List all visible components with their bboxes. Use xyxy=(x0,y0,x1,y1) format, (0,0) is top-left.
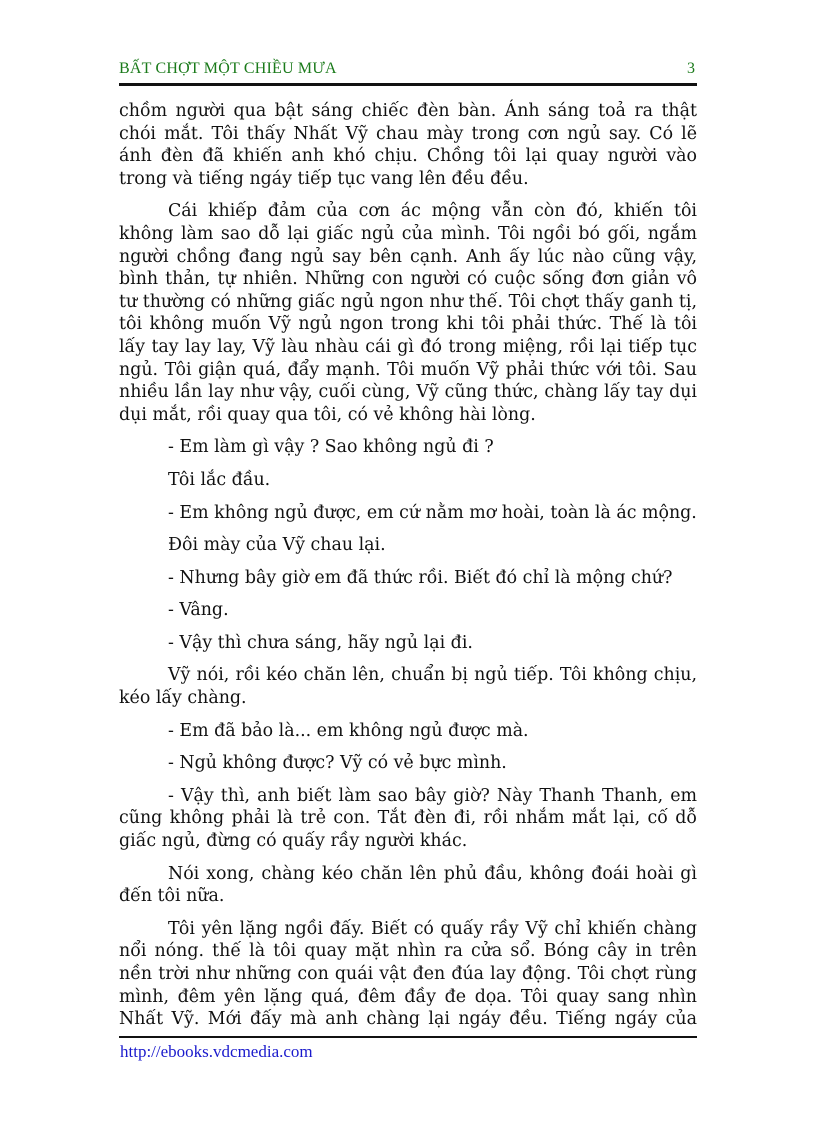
page-number: 3 xyxy=(687,60,695,77)
paragraph: - Nhưng bây giờ em đã thức rồi. Biết đó chỉ là mộng chứ? xyxy=(168,567,673,588)
footer-link[interactable]: http://ebooks.vdcmedia.com xyxy=(120,1042,313,1061)
paragraph: chồm người qua bật sáng chiếc đèn bàn. Ánh sáng toả ra thật chói mắt. Tôi thấy Nhất Vỹ chau mày trong cơn ngủ say. Có lẽ ánh đèn đã khiến anh khó chịu. Chồng tôi lại quay người vào trong và tiếng ngáy tiếp tục vang lên đều đều. xyxy=(119,101,697,189)
paragraph: - Vâng. xyxy=(168,600,229,621)
paragraph: - Vậy thì chưa sáng, hãy ngủ lại đi. xyxy=(168,632,473,653)
paragraph: Nói xong, chàng kéo chăn lên phủ đầu, không đoái hoài gì đến tôi nữa. xyxy=(119,863,697,907)
footer-divider xyxy=(119,1036,697,1038)
paragraph: - Em làm gì vậy ? Sao không ngủ đi ? xyxy=(168,437,494,458)
paragraph: - Em đã bảo là... em không ngủ được mà. xyxy=(168,720,529,741)
paragraph: Đôi mày của Vỹ chau lại. xyxy=(168,535,386,556)
header-divider xyxy=(119,83,697,86)
paragraph: - Ngủ không được? Vỹ có vẻ bực mình. xyxy=(168,753,507,774)
body-text xyxy=(119,100,697,1031)
paragraph: Cái khiếp đảm của cơn ác mộng vẫn còn đó, khiến tôi không làm sao dỗ lại giấc ngủ của mình. Tôi ngồi bó gối, ngắm người chồng đang ngủ say bên cạnh. Anh ấy lúc nào cũng vậy, bình thản, tự nhiên. Những con người có cuộc sống đơn giản vô tư thường có những giấc ngủ ngon như thế. Tôi chợt thấy ganh tị, tôi không muốn Vỹ ngủ ngon trong khi tôi phải thức. Thế là tôi lấy tay lay lay, Vỹ làu nhàu cái gì đó trong miệng, rồi lại tiếp tục ngủ. Tôi giận quá, đẩy mạnh. Tôi muốn Vỹ phải thức với tôi. Sau nhiều lần lay như vậy, cuối cùng, Vỹ cũng thức, chàng lấy tay dụi dụi mắt, rồi quay qua tôi, có vẻ không hài lòng. xyxy=(119,201,697,425)
paragraph: Tôi yên lặng ngồi đấy. Biết có quấy rầy Vỹ chỉ khiến chàng nổi nóng. thế là tôi quay mặt nhìn ra cửa sổ. Bóng cây in trên nền trời như những con quái vật đen đúa lay động. Tôi chợt rùng mình, đêm yên lặng quá, đêm đầy đe dọa. Tôi quay sang nhìn Nhất Vỹ. Mới đấy mà anh chàng lại ngáy đều. Tiếng ngáy của xyxy=(119,918,697,1030)
paragraph: - Em không ngủ được, em cứ nằm mơ hoài, toàn là ác mộng. xyxy=(168,502,697,523)
paragraph: Vỹ nói, rồi kéo chăn lên, chuẩn bị ngủ tiếp. Tôi không chịu, kéo lấy chàng. xyxy=(119,665,697,709)
running-title: BẤT CHỢT MỘT CHIỀU MƯA xyxy=(119,60,337,77)
paragraph: - Vậy thì, anh biết làm sao bây giờ? Này Thanh Thanh, em cũng không phải là trẻ con. Tắt đèn đi, rồi nhắm mắt lại, cố dỗ giấc ngủ, đừng có quấy rầy người khác. xyxy=(119,785,697,852)
paragraph: Tôi lắc đầu. xyxy=(168,469,271,490)
page-header xyxy=(119,60,697,82)
